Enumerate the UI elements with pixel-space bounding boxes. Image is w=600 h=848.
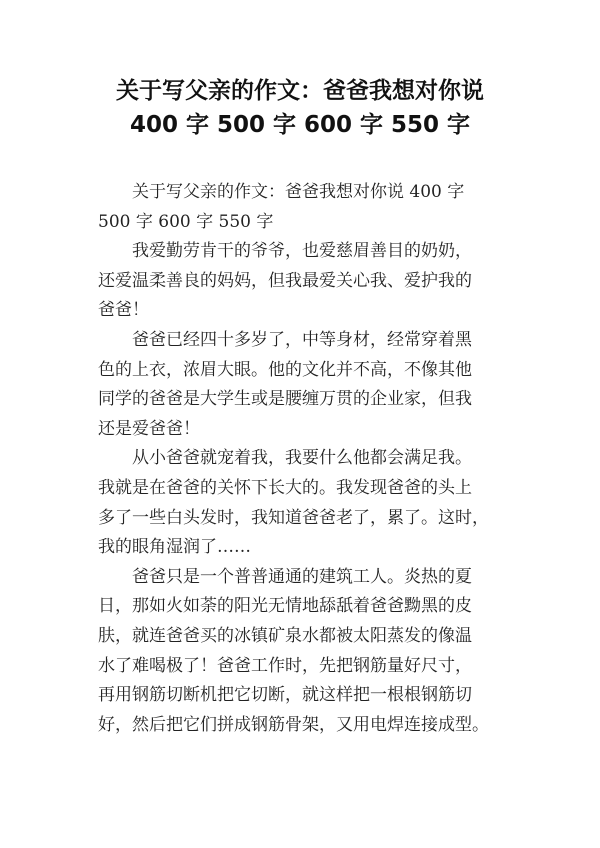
body-line: 同学的爸爸是大学生或是腰缠万贯的企业家，但我: [98, 389, 472, 410]
document-title-line-2: 400 字 500 字 600 字 550 字: [129, 112, 471, 138]
body-line: 多了一些白头发时，我知道爸爸老了，累了。这时，: [98, 507, 489, 528]
body-line: 500 字 600 字 550 字: [98, 211, 274, 232]
body-line: 再用钢筋切断机把它切断，就这样把一根根钢筋切: [98, 685, 472, 706]
body-line: 爸爸！: [98, 300, 149, 321]
body-line: 从小爸爸就宠着我，我要什么他都会满足我。: [132, 448, 472, 469]
body-line: 还是爱爸爸！: [98, 418, 200, 439]
body-line: 关于写父亲的作文：爸爸我想对你说 400 字: [132, 182, 465, 202]
body-line: 爸爸已经四十多岁了，中等身材，经常穿着黑: [132, 329, 472, 350]
body-line: 我爱勤劳肯干的爷爷，也爱慈眉善目的奶奶，: [132, 241, 472, 262]
body-line: 我就是在爸爸的关怀下长大的。我发现爸爸的头上: [98, 477, 472, 498]
body-line: 水了难喝极了！爸爸工作时，先把钢筋量好尺寸，: [98, 655, 472, 676]
body-line: 色的上衣，浓眉大眼。他的文化并不高，不像其他: [98, 359, 472, 380]
document-title-line-1: 关于写父亲的作文：爸爸我想对你说: [116, 78, 484, 104]
body-line: 日，那如火如荼的阳光无情地舔舐着爸爸黝黑的皮: [98, 596, 472, 617]
body-line: 好，然后把它们拼成钢筋骨架，又用电焊连接成型。: [98, 714, 489, 735]
body-line: 还爱温柔善良的妈妈，但我最爱关心我、爱护我的: [98, 270, 472, 291]
body-line: 肤，就连爸爸买的冰镇矿泉水都被太阳蒸发的像温: [98, 625, 472, 646]
body-line: 爸爸只是一个普普通通的建筑工人。炎热的夏: [132, 566, 472, 587]
body-line: 我的眼角湿润了……: [98, 537, 251, 558]
article-body: [98, 178, 518, 740]
